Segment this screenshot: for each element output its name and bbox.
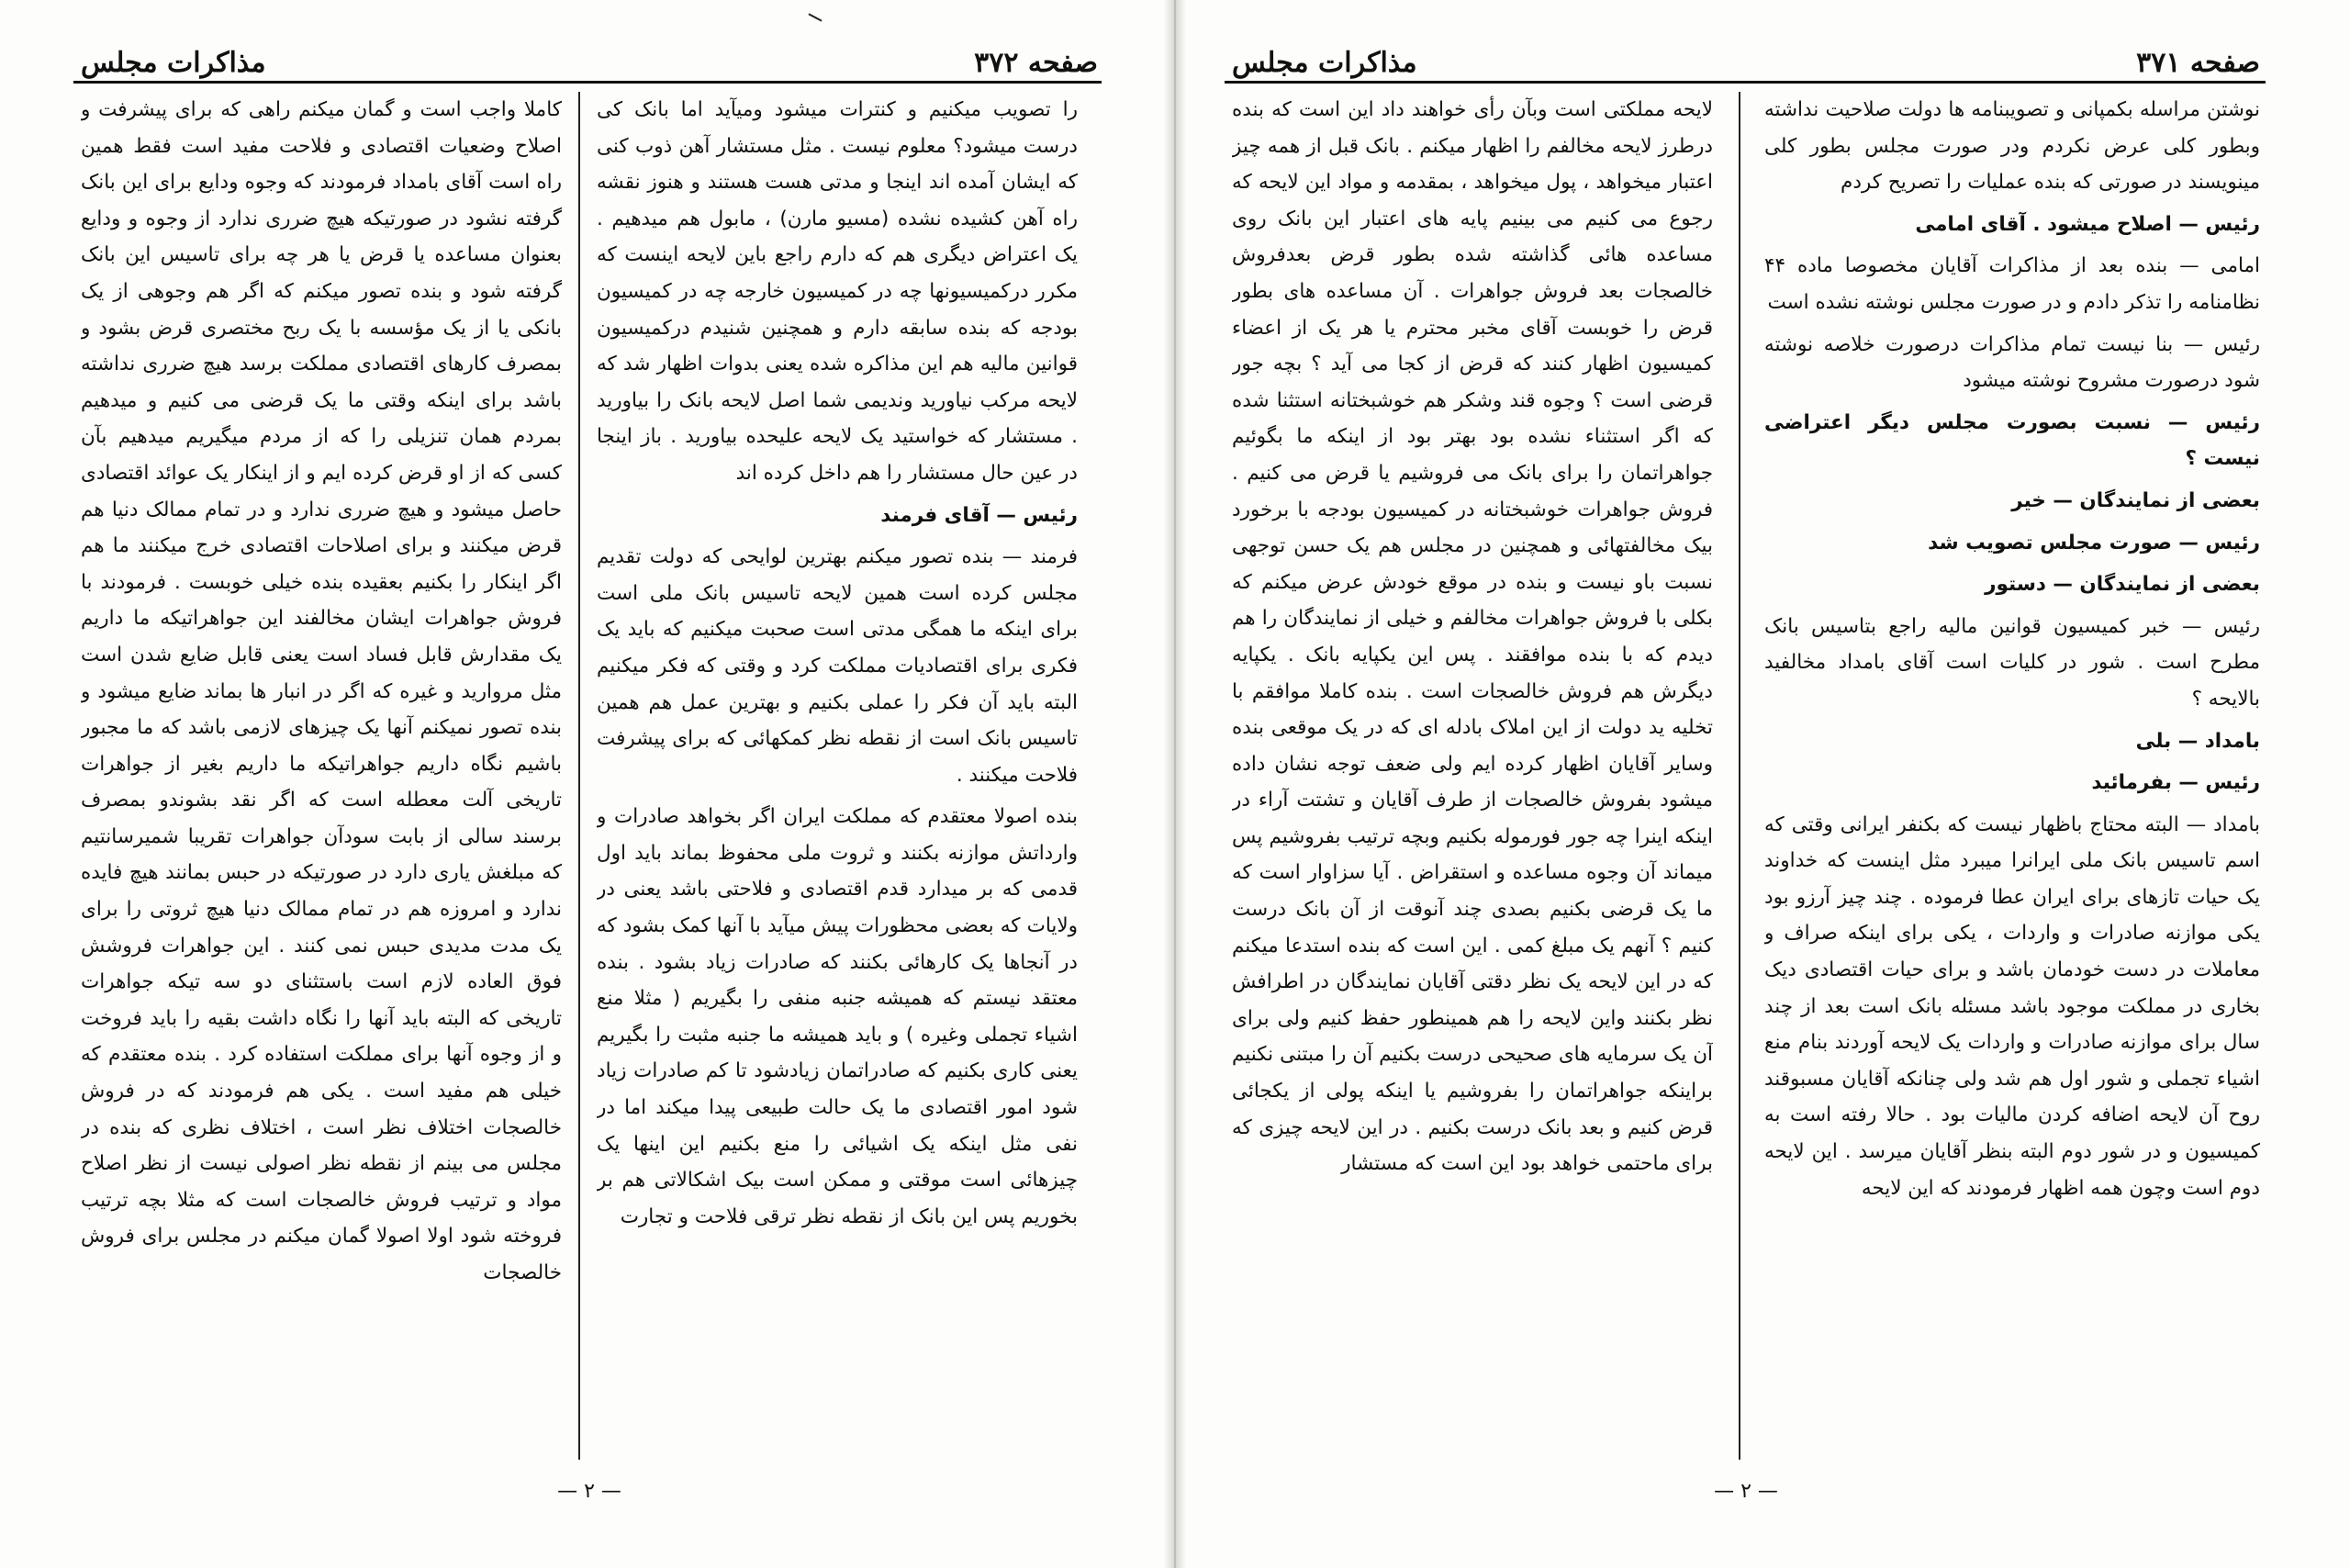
column-left [1232,92,1713,1460]
header-page-number: صفحه ۳۷۱ [2136,47,2260,79]
right-page [1177,0,2350,1568]
page-footer: — ۲ — [557,1480,621,1503]
speaker-line: بعضی از نمایندگان — دستور [1985,573,2260,597]
speaker-line: بعضی از نمایندگان — خیر [2011,488,2260,512]
speaker-line: بامداد — بلی [2135,729,2260,753]
speaker-line: رئیس — آقای فرمند [880,503,1078,527]
header-rule [73,81,1102,84]
page-header [81,31,1098,79]
header-title: مذاکرات مجلس [1232,47,1417,79]
paragraph: نوشتن مراسله بکمپانی و تصویبنامه ها دولت صلاحیت نداشته وبطور کلی عرض نکردم ودر صورت مجلس بطور کلی مینویسند در صورتی که بنده عملیات را تصریح کردم [1764,98,2260,195]
paragraph: را تصویب میکنیم و کنترات میشود ومیآید اما بانک کی درست میشود؟ معلوم نیست . مثل مستشار آهن ذوب کنی که ایشان آمده اند اینجا و مدتی هست هستند و هنوز نقشه راه آهن کشیده نشده (مسیو مارن) ، مابول هم میدهیم . یک اعتراض دیگری هم که دارم راجع باین لایحه اینست که مکرر درکمیسیونها چه در کمیسیون خارجه چه در کمیسیون بودجه که بنده سابقه دارم و همچنین شنیدم درکمیسیون قوانین مالیه هم این مذاکره شده یعنی بدوات اظهار شد که لایحه مرکب نیاورید وندیمی شما اصل لایحه بانک را بیاورید . مستشار که خواستید یک لایحه علیحده بیاورید . باز اینجا در عین حال مستشار را هم داخل کرده اند [597,98,1078,485]
paragraph: کاملا واجب است و گمان میکنم راهی که برای پیشرفت و اصلاح وضعیات اقتصادی و فلاحت مفید است فقط همین راه است آقای بامداد فرمودند که وجوه ودایع برای این بانک گرفته نشود در صورتیکه هیچ ضرری ندارد از وجوه و ودایع بعنوان مساعده یا قرض یا هر چه برای تاسیس این بانک گرفته شود و بنده تصور میکنم که اگر هم وجوهی از یک بانکی یا از یک مؤسسه با یک ربح مختصری قرض بشود و بمصرف کارهای اقتصادی مملکت برسد هیچ ضرری نداشته باشد برای اینکه وقتی ما یک قرضی می کنیم و میدهیم بمردم همان تنزیلی را که از مردم میگیریم میدهیم بآن کسی که از او قرض کرده ایم و از اینکار یک عوائد اقتصادی حاصل میشود و هیچ ضرری ندارد و در تمام ممالک دنیا هم قرض میکنند و برای اصلاحات اقتصادی خرج میکنند ما هم اگر اینکار را بکنیم بعقیده بنده خیلی خوبست . فرمودند با فروش جواهرات ایشان مخالفند این جواهراتیکه ما داریم یک مقدارش قابل فساد است یعنی قابل ضایع شدن است مثل مروارید و غیره که اگر در انبار ها بماند ضایع میشود و بنده تصور نمیکنم آنها یک چیزهای لازمی باشد که ما مجبور باشیم نگاه داریم جواهراتیکه ما داریم بغیر از جواهرات تاریخی آلت معطله است که اگر نقد بشوندو بمصرف برسند سالی از بابت سودآن جواهرات تقریبا شمیرسانتیم که مبلغش یاری دارد در صورتیکه در حبس بمانند هیچ فایده ندارد و امروزه هم در تمام ممالک دنیا هیچ ثروتی را برای یک مدت مدیدی حبس نمی کنند . این جواهرات فروشش فوق العاده لازم است باستثنای دو سه تیکه جواهرات تاریخی که البته باید آنها را نگاه داشت بقیه را باید فروخت و از وجوه آنها برای مملکت استفاده کرد . بنده معتقدم که خیلی هم مفید است . یکی هم فرمودند که در فروش خالصجات اختلاف نظر است ، اختلاف نظری که بنده در مجلس می بینم از نقطه نظر اصولی نیست از نظر اصلاح مواد و ترتیب فروش خالصجات است که مثلا بچه ترتیب فروخته شود اولا اصولا گمان میکنم در مجلس برای فروش خالصجات [81,98,562,1284]
page-header [1232,31,2260,79]
header-rule [1225,81,2266,84]
speaker-line: رئیس — بفرمائید [2091,771,2260,795]
speaker-line: رئیس — صورت مجلس تصویب شد [1928,531,2260,554]
page-footer: — ۲ — [1714,1480,1778,1503]
speaker-line: رئیس — اصلاح میشود . آقای امامی [1915,212,2260,236]
column-right [1764,92,2260,1460]
column-divider [1739,92,1740,1460]
paragraph: رئیس — خبر کمیسیون قوانین مالیه راجع بتاسیس بانک مطرح است . شور در کلیات است آقای بامداد مخالفید بالایحه ؟ [1764,614,2260,711]
paragraph: لایحه مملکتی است وبآن رأی خواهند داد این است که بنده درطرز لایحه مخالفم را اظهار میکنم . بانک قبل از همه چیز اعتبار میخواهد ، پول میخواهد ، بمقدمه و مواد این لایحه که رجوع می کنیم می بینیم پایه های اعتبار این بانک روی مساعده هائی گذاشته شده بطور قرض بعدفروش خالصجات بعد فروش جواهرات . آن مساعده های بطور قرض را خوبست آقای مخبر محترم یا هر یک از اعضاء کمیسیون اظهار کنند که قرض از کجا می آید ؟ بچه جور قرضی است ؟ وجوه قند وشکر هم خوشبختانه استثنا شده که اگر استثناء نشده بود بهتر بود از اینکه ما بگوئیم جواهراتمان را برای بانک می فروشیم یا قرض می کنیم . فروش جواهرات خوشبختانه در کمیسیون بودجه با برخورد بیک مخالفتهائی و همچنین در مجلس هم یک حسن توجهی نسبت باو نیست و بنده در موقع خودش عرض میکنم که بکلی با فروش جواهرات مخالفم و خیلی از نمایندگان را هم دیدم که با بنده موافقند . پس این یکپایه بانک . یکپایه دیگرش هم فروش خالصجات است . بنده کاملا موافقم با تخلیه ید دولت از این املاک بادله ای که در یک موقعی بنده وسایر آقایان اظهار کرده ایم ولی ضعف توجه نشان داده میشود بفروش خالصجات از طرف آقایان و تشتت آراء در اینکه اینرا چه جور فورموله بکنیم وبچه ترتیب بفروشیم پس میماند آن وجوه مساعده و استقراض . آیا سزاوار است که ما یک قرضی بکنیم بصدی چند آنوقت از آن بانک درست کنیم ؟ آنهم یک مبلغ کمی . این است که بنده استدعا میکنم که در این لایحه یک نظر دقتی آقایان نمایندگان در اطرافش نظر بکنند واین لایحه را هم همینطور حفظ کنیم ولی برای آن یک سرمایه های صحیحی درست بکنیم آن را مبتنی نکنیم براینکه جواهراتمان را بفروشیم یا اینکه پولی از یکجائی قرض کنیم و بعد بانک درست بکنیم . در این لایحه چیزی که برای ماحتمی خواهد بود این است که مستشار [1232,98,1713,1176]
header-page-number: صفحه ۳۷۲ [974,47,1098,79]
paragraph: بامداد — البته محتاج باظهار نیست که بکنفر ایرانی وقتی که اسم تاسیس بانک ملی ایرانرا میبرد مثل اینست که خداوند یک حیات تازهای برای ایران عطا فرموده . چند چیز آرزو بود یکی موازنه صادرات و واردات ، یکی برای اینکه صراف و معاملات در دست خودمان باشد و برای حیات اقتصادی دیک بخاری در مملکت موجود باشد مسئله بانک است بعد از چند سال برای موازنه صادرات و واردات یک لایحه آوردند بنام منع اشیاء تجملی و شور اول هم شد ولی چنانکه آقایان مسبوقند روح آن لایحه اضافه کردن مالیات بود . حالا رفته است به کمیسیون و در شور دوم البته بنظر آقایان میرسد . این لایحه دوم است وچون همه اظهار فرمودند که این لایحه [1764,812,2260,1200]
scan-mark [808,13,822,21]
paragraph: رئیس — بنا نیست تمام مذاکرات درصورت خلاصه نوشته شود درصورت مشروح نوشته میشود [1764,332,2260,393]
paragraph: بنده اصولا معتقدم که مملکت ایران اگر بخواهد صادرات و وارداتش موازنه بکنند و ثروت ملی محفوظ بماند باید اول قدمی که بر میدارد قدم اقتصادی و فلاحتی باشد یعنی در ولایات که بعضی محظورات پیش میآید با آنها کمک بشود که در آنجاها یک کارهائی بکنند که صادرات زیاد بشود . بنده معتقد نیستم که همیشه جنبه منفی را بگیریم ( مثلا منع اشیاء تجملی وغیره ) و باید همیشه ما جنبه مثبت را بگیریم یعنی کاری بکنیم که صادراتمان زیادشود تا کم صادرات زیاد شود امور اقتصادی ما یک حالت طبیعی پیدا میکند اما در نفی مثل اینکه یک اشیائی را منع بکنیم این اینها یک چیزهائی است موقتی و ممکن است بیک اشکالاتی هم بر بخوریم پس این بانک از نقطه نظر ترقی فلاحت و تجارت [597,805,1078,1228]
paragraph: امامی — بنده بعد از مذاکرات آقایان مخصوصا ماده ۴۴ نظامنامه را تذکر دادم و در صورت مجلس نوشته نشده است [1764,254,2260,314]
left-page [0,0,1173,1568]
header-title: مذاکرات مجلس [81,47,266,79]
column-divider [578,92,580,1460]
speaker-line: رئیس — نسبت بصورت مجلس دیگر اعتراضی نیست ؟ [1764,410,2260,471]
column-right [597,92,1078,1460]
paragraph: فرمند — بنده تصور میکنم بهترین لوایحی که دولت تقدیم مجلس کرده است همین لایحه تاسیس بانک ملی است برای اینکه ما همگی مدتی است صحبت میکنیم که باید یک فکری برای اقتصادیات مملکت کرد و وقتی که فکر میکنیم البته باید آن فکر را عملی بکنیم و بهترین عمل هم همین تاسیس بانک است از نقطه نظر کمکهائی که برای پیشرفت فلاحت میکنند . [597,545,1078,787]
column-left [81,92,562,1460]
